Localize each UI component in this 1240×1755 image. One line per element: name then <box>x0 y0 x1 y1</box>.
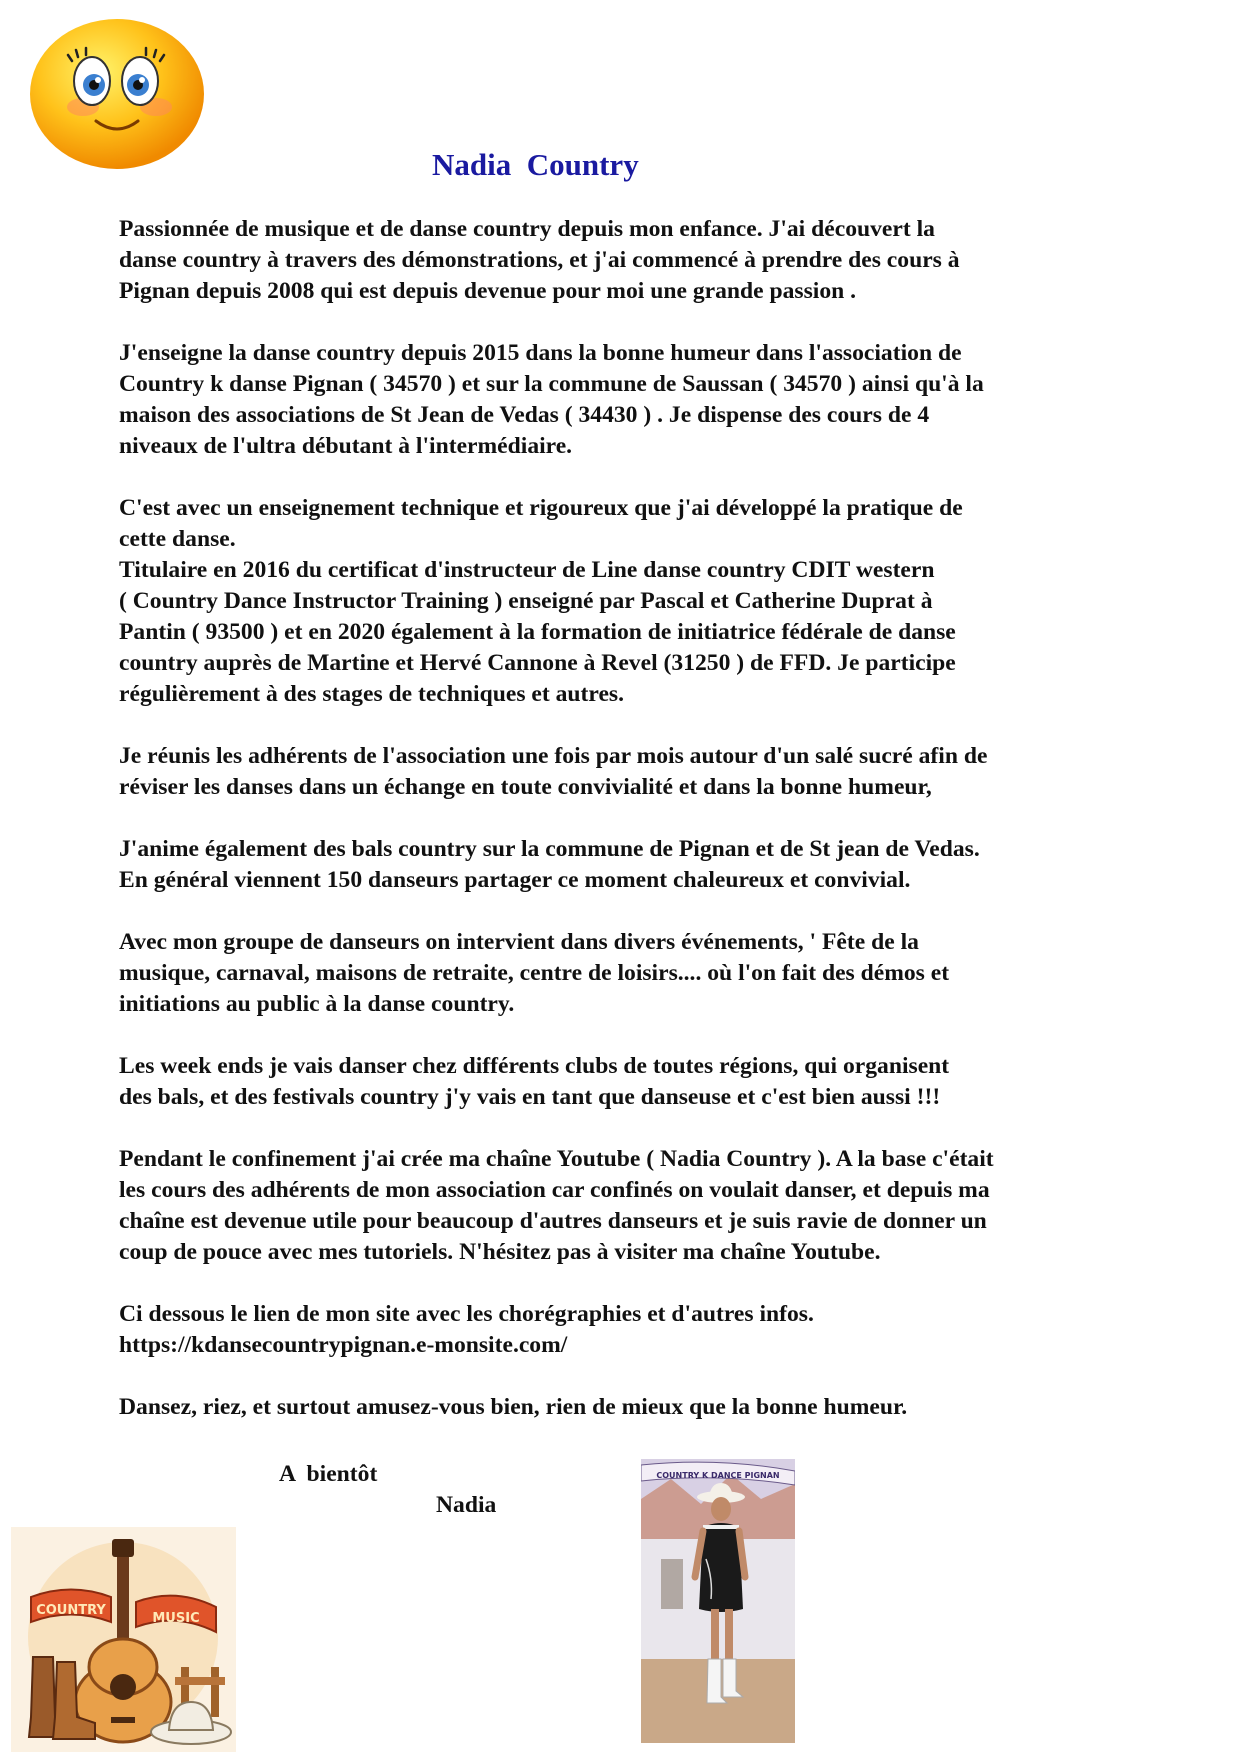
paragraph-youtube: Pendant le confinement j'ai crée ma chaîne Youtube ( Nadia Country ). A la base c'était les cours des adhérents de mon association car confinés on voulait danser, et depuis ma chaîne est devenue utile pour beaucoup d'autres danseurs et je suis ravie de donner un coup de pouce avec mes tutoriels. N'hésitez pas à visiter ma chaîne Youtube. <box>119 1146 994 1265</box>
paragraph-events: Avec mon groupe de danseurs on intervient dans divers événements, ' Fête de la musique, carnaval, maisons de retraite, centre de loisirs.... où l'on fait des démos et initiations au public à la danse country. <box>119 929 950 1017</box>
paragraph-meetings: Je réunis les adhérents de l'association une fois par mois autour d'un salé sucré afin de réviser les danses dans un échange en toute convivialité et dans la bonne humeur, <box>119 743 988 800</box>
logo-banner-music: MUSIC <box>152 1611 200 1626</box>
paragraph-technique: C'est avec un enseignement technique et rigoureux que j'ai développé la pratique de cette danse. <box>119 495 963 552</box>
paragraph-website: Ci dessous le lien de mon site avec les chorégraphies et d'autres infos. https://kdansecountrypignan.e-monsite.com/ <box>119 1301 814 1358</box>
paragraph-certificate: Titulaire en 2016 du certificat d'instructeur de Line danse country CDIT western ( Country Dance Instructor Training ) enseigné par Pascal et Catherine Duprat à Pantin ( 93500 ) et en 2020 également à la formation de initiatrice fédérale de danse country auprès de Martine et Hervé Cannone à Revel (31250 ) de FFD. Je participe régulièrement à des stages de techniques et autres. <box>119 557 956 707</box>
logo-banner-country: COUNTRY <box>36 1603 106 1618</box>
paragraph-weekends: Les week ends je vais danser chez différents clubs de toutes régions, qui organisent des bals, et des festivals country j'y vais en tant que danseuse et c'est bien aussi !!! <box>119 1053 950 1110</box>
paragraph-intro: Passionnée de musique et de danse country depuis mon enfance. J'ai découvert la danse country à travers des démonstrations, et j'ai commencé à prendre des cours à Pignan depuis 2008 qui est depuis devenue pour moi une grande passion . <box>119 216 960 304</box>
body-text <box>119 214 1129 1454</box>
smiley-face-icon <box>28 17 206 171</box>
signature-name: Nadia <box>436 1492 497 1518</box>
country-music-logo <box>11 1527 236 1752</box>
paragraph-closing: Dansez, riez, et surtout amusez-vous bien, rien de mieux que la bonne humeur. <box>119 1394 908 1420</box>
photo-banner-text: COUNTRY K DANCE PIGNAN <box>656 1471 780 1480</box>
paragraph-teaching: J'enseigne la danse country depuis 2015 dans la bonne humeur dans l'association de Country k danse Pignan ( 34570 ) et sur la commune de Saussan ( 34570 ) ainsi qu'à la maison des associations de St Jean de Vedas ( 34430 ) . Je dispense des cours de 4 niveaux de l'ultra débutant à l'intermédiaire. <box>119 340 984 459</box>
page-title: Nadia Country <box>432 147 639 182</box>
closing-greeting: A bientôt <box>279 1461 378 1487</box>
dancer-photo <box>641 1459 795 1743</box>
paragraph-balls: J'anime également des bals country sur la commune de Pignan et de St jean de Vedas. En général viennent 150 danseurs partager ce moment chaleureux et convivial. <box>119 836 980 893</box>
